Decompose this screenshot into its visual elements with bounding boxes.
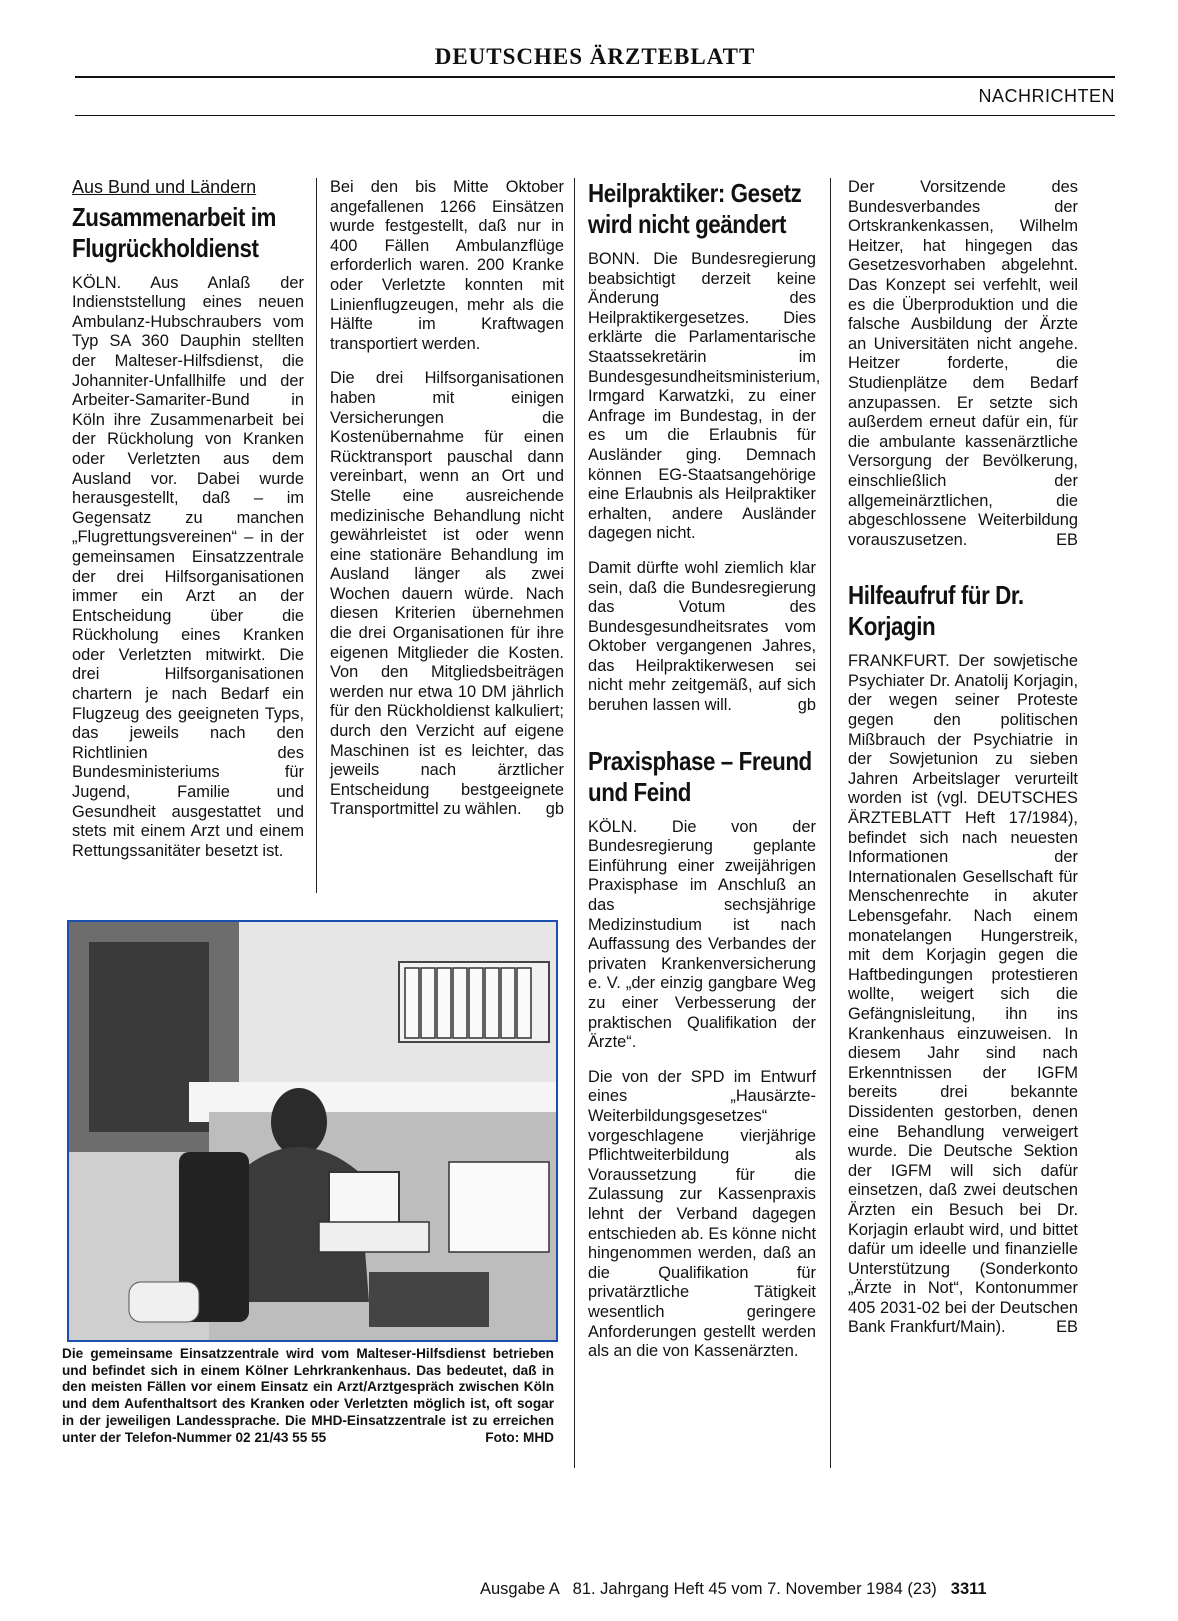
headline-praxisphase: Praxisphase – Freund und Feind	[588, 745, 812, 807]
column-divider	[574, 178, 575, 1468]
article-1-body-cont: Bei den bis Mitte Oktober angefallenen 1266 Einsätzen wurde festgestellt, daß nur in 400 Fällen Ambulanzflüge erforderlich waren. 200 Kranke oder Verletzte konnten mit Linienflugzeugen, mehr als die Hälfte im Kraftwagen transportiert werden.	[330, 178, 564, 353]
photo-caption: Die gemeinsame Einsatzzentrale wird vom Malteser-Hilfsdienst betrieben und befindet sich in einem Kölner Lehrkrankenhaus. Das bedeutet, daß in den meisten Fällen vor einem Einsatz ein Arzt/Arztgespräch zwischen Köln und dem Aufenthaltsort des Kranken oder Verletzten möglich ist, oft sogar in der jeweiligen Landessprache. Die MHD-Einsatzzentrale ist zu erreichen unter der Telefon-Nummer 02 21/43 55 55 Foto: MHD	[62, 1346, 554, 1445]
column-3	[588, 178, 821, 1377]
signature: EB	[1056, 1318, 1078, 1337]
kicker: Aus Bund und Ländern	[72, 177, 257, 197]
signature: gb	[797, 696, 816, 715]
masthead: DEUTSCHES ÄRZTEBLATT	[434, 44, 756, 69]
headline-zusammenarbeit: Zusammenarbeit im Flugrückholdienst	[72, 201, 276, 263]
page-number: 3311	[950, 1580, 987, 1598]
footer	[480, 1580, 987, 1599]
masthead-rule	[75, 76, 1115, 78]
article-1-body-cont2: Die drei Hilfsorganisationen haben mit einigen Versicherungen die Kostenübernahme für einen Rücktransport pauschal dann vereinbart, wenn an Ort und Stelle eine ausreichende medizinische Behandlung nicht gewährleistet ist oder wenn eine stationäre Behandlung im Ausland länger als zwei Wochen dauern würde. Nach diesen Kriterien übernehmen die drei Organisationen für ihre eigenen Mitglieder die Kosten. Von den Mitgliedsbeiträgen werden nur etwa 10 DM jährlich für den Rückholdienst kalkuliert; durch den Verzicht auf eigene Maschinen ist es leichter, das jeweils nach ärztlicher Entscheidung bestgeeignete Transportmittel zu wählen. gb	[330, 369, 564, 819]
column-divider	[316, 178, 317, 893]
signature: gb	[545, 800, 564, 819]
article-3-body-2: Die von der SPD im Entwurf eines „Hausärzte-Weiterbildungsgesetzes“ vorgeschlagene vierjährige Pflichtweiterbildung als Voraussetzung für die Zulassung zur Kassenpraxis lehnt der Verband dagegen entschieden ab. Es könne nicht hingenommen werden, daß an die Qualifikation für privatärztliche Tätigkeit wesentlich geringere Anforderungen gestellt werden als an die von Kassenärzten.	[588, 1067, 816, 1361]
column-1	[72, 178, 304, 876]
section-label: NACHRICHTEN	[978, 86, 1115, 106]
column-2	[330, 178, 564, 835]
column-4	[848, 178, 1078, 1353]
article-2-body: BONN. Die Bundesregierung beabsichtigt derzeit keine Änderung des Heilpraktikergesetzes. Dies erklärte die Parlamentarische Staatssekretärin im Bundesgesundheitsministerium, Irmgard Karwatzki, zu einer Anfrage im Bundestag, in der es um die Erlaubnis für Ausländer ging. Demnach können EG-Staatsangehörige eine Erlaubnis als Heilpraktiker erhalten, andere Ausländer dagegen nicht.	[588, 250, 821, 543]
article-4-body: FRANKFURT. Der sowjetische Psychiater Dr. Anatolij Korjagin, der wegen seiner Proteste gegen den politischen Mißbrauch der Psychiatrie in der Sowjetunion zu sieben Jahren Arbeitslager verurteilt worden ist (vgl. DEUTSCHES ÄRZTEBLATT Heft 17/1984), befindet sich nach neuesten Informationen der Internationalen Gesellschaft für Menschenrechte in akuter Lebensgefahr. Nach einem monatelangen Hungerstreik, mit dem Korjagin gegen die Haftbedingungen protestieren wollte, weigert sich die Gefängnisleitung, ihn ins Krankenhaus einzuweisen. In diesem Jahr sind nach Erkenntnissen der IGFM bereits drei bekannte Dissidenten gestorben, denen eine Behandlung verweigert wurde. Die Deutsche Sektion der IGFM will sich dafür einsetzen, daß zwei deutschen Ärzten ein Besuch bei Dr. Korjagin erlaubt wird, und bittet dafür um ideelle und finanzielle Unterstützung (Sonderkonto „Ärzte in Not“, Kontonummer 405 2031-02 bei der Deutschen Bank Frankfurt/Main). EB	[848, 652, 1078, 1337]
article-3-continuation: Der Vorsitzende des Bundesverbandes der Ortskrankenkassen, Wilhelm Heitzer, hat hingegen das Gesetzesvorhaben abgelehnt. Das Konzept sei verfehlt, weil es die Überproduktion und die falsche Ausbildung der Ärzte an Universitäten nicht angehe. Heitzer forderte, die Studienplätze dem Bedarf anzupassen. Er setzte sich außerdem erneut dafür ein, für die ambulante kassenärztliche Versorgung der Bevölkerung, einschließlich der allgemeinärztlichen, die abgeschlossene Weiterbildung vorauszusetzen. EB	[848, 178, 1078, 549]
header-rule	[75, 115, 1115, 116]
headline-korjagin: Hilfeaufruf für Dr. Korjagin	[848, 580, 1024, 642]
signature: EB	[1056, 530, 1078, 549]
article-3-body: KÖLN. Die von der Bundesregierung geplante Einführung einer zweijährigen Praxisphase im Anschluß an das sechsjährige Medizinstudium ist nach Auffassung des Verbandes der privaten Krankenversicherung e. V. „der einzig gangbare Weg zu einer Verbesserung der praktischen Qualifikation der Ärzte“.	[588, 817, 816, 1052]
photo-credit: Foto: MHD	[485, 1429, 554, 1445]
article-1-body: KÖLN. Aus Anlaß der Indienststellung eines neuen Ambulanz-Hubschraubers vom Typ SA 360 Dauphin stellten der Malteser-Hilfsdienst, die Johanniter-Unfallhilfe und der Arbeiter-Samariter-Bund in Köln ihre Zusammenarbeit bei der Rückholung von Kranken oder Verletzten aus dem Ausland vor. Dabei wurde herausgestellt, daß – im Gegensatz zu manchen „Flugrettungsvereinen“ – in der gemeinsamen Einsatzzentrale der drei Hilfsorganisationen immer ein Arzt an der Entscheidung über die Rückholung eines Kranken oder Verletzten mitwirkt. Die drei Hilfsorganisationen chartern je nach Bedarf ein Flugzeug des geeigneten Typs, das jeweils nach den Richtlinien des Bundesministeriums für Jugend, Familie und Gesundheit ausgestattet und stets mit einem Arzt und einem Rettungssanitäter besetzt ist.	[72, 273, 304, 860]
photo-einsatzzentrale	[67, 920, 558, 1342]
headline-heilpraktiker: Heilpraktiker: Gesetz wird nicht geändert	[588, 178, 802, 239]
column-divider	[830, 178, 831, 1468]
article-2-body-2: Damit dürfte wohl ziemlich klar sein, daß die Bundesregierung das Votum des Bundesgesundheitsrates vom Oktober vergangenen Jahres, das Heilpraktikerwesen sei nicht mehr zeitgemäß, auf sich beruhen lassen will. gb	[588, 558, 816, 715]
issue-info: Ausgabe A 81. Jahrgang Heft 45 vom 7. November 1984 (23)	[480, 1580, 937, 1598]
